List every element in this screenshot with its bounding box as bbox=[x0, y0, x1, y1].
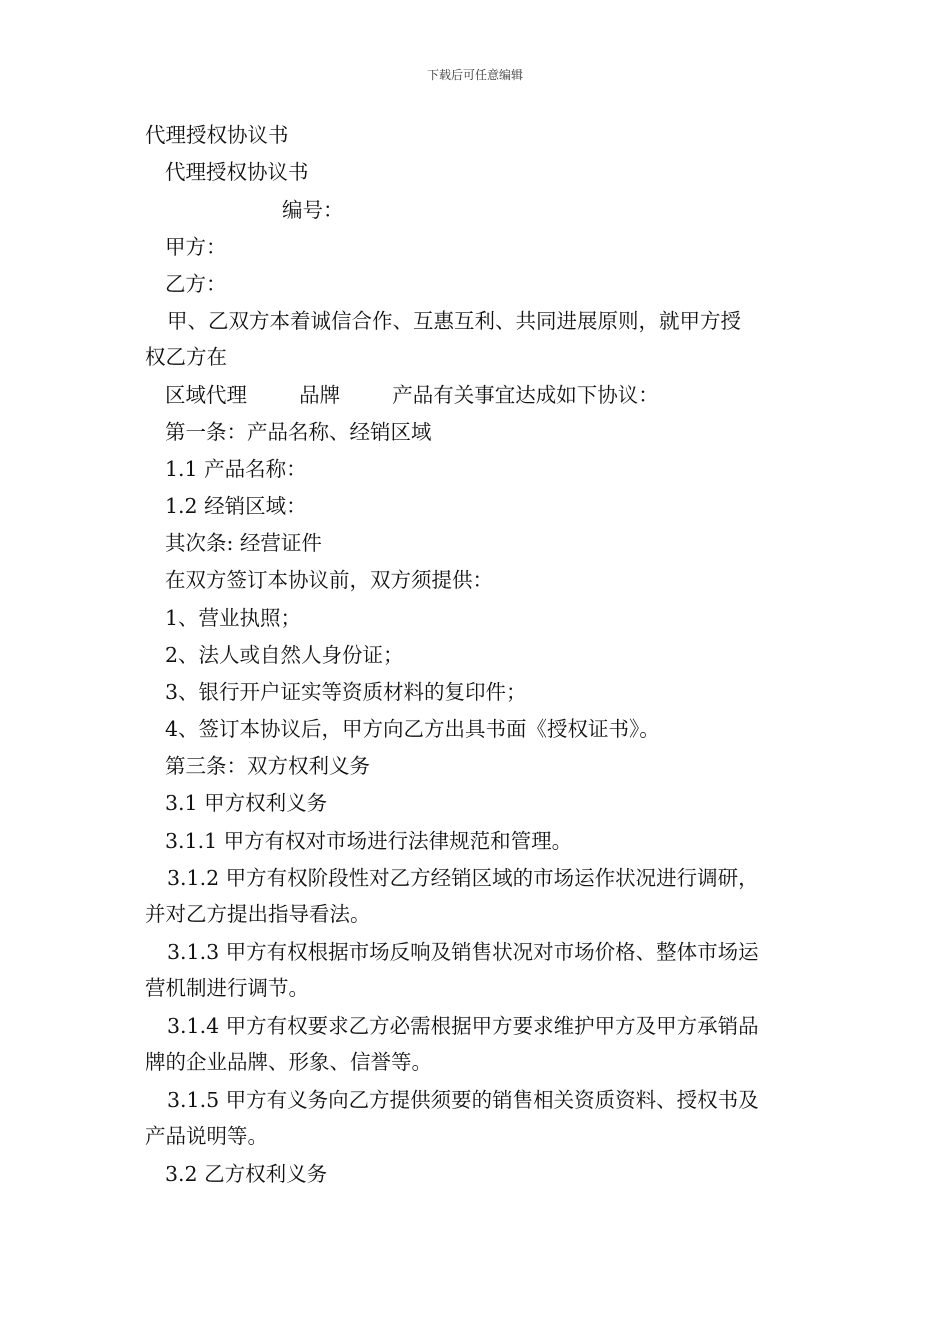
article-3-1-2-line1: 3.1.2 甲方有权阶段性对乙方经销区域的市场运作状况进行调研， bbox=[167, 866, 759, 890]
party-a-label: 甲方： bbox=[165, 235, 227, 259]
article-2-intro: 在双方签订本协议前，双方须提供： bbox=[165, 568, 493, 592]
article-3-1-1: 3.1.1 甲方有权对市场进行法律规范和管理。 bbox=[165, 829, 573, 853]
article-3-2: 3.2 乙方权利义务 bbox=[165, 1162, 328, 1186]
page-header-note: 下载后可任意编辑 bbox=[426, 68, 523, 82]
contract-number-label: 编号： bbox=[282, 198, 344, 222]
article-3-1-4-line1: 3.1.4 甲方有权要求乙方必需根据甲方要求维护甲方及甲方承销品 bbox=[167, 1014, 759, 1038]
intro-paragraph-line3: 区域代理 品牌 产品有关事宜达成如下协议： bbox=[165, 383, 659, 407]
article-3-1-3-line2: 营机制进行调节。 bbox=[145, 976, 309, 1000]
article-2-item-3: 3、银行开户证实等资质材料的复印件； bbox=[165, 680, 527, 704]
document-title: 代理授权协议书 bbox=[145, 123, 289, 147]
article-3-1: 3.1 甲方权利义务 bbox=[165, 791, 328, 815]
article-3-1-3-line1: 3.1.3 甲方有权根据市场反响及销售状况对市场价格、整体市场运 bbox=[167, 940, 759, 964]
article-3-1-5-line1: 3.1.5 甲方有义务向乙方提供须要的销售相关资质资料、授权书及 bbox=[167, 1088, 759, 1112]
article-2-item-2: 2、法人或自然人身份证； bbox=[165, 643, 404, 667]
article-3-1-5-line2: 产品说明等。 bbox=[145, 1124, 268, 1148]
article-2-title: 其次条: 经营证件 bbox=[165, 531, 322, 555]
document-title-indented: 代理授权协议书 bbox=[165, 160, 309, 184]
article-2-item-4: 4、签订本协议后，甲方向乙方出具书面《授权证书》。 bbox=[165, 717, 660, 741]
intro-paragraph-line2: 权乙方在 bbox=[145, 345, 227, 369]
article-2-item-1: 1、营业执照； bbox=[165, 606, 302, 630]
article-1-1: 1.1 产品名称： bbox=[165, 457, 307, 481]
article-1-title: 第一条：产品名称、经销区域 bbox=[165, 420, 432, 444]
party-b-label: 乙方： bbox=[165, 272, 227, 296]
article-3-1-2-line2: 并对乙方提出指导看法。 bbox=[145, 902, 371, 926]
intro-paragraph-line1: 甲、乙双方本着诚信合作、互惠互利、共同进展原则，就甲方授 bbox=[167, 309, 741, 333]
article-3-1-4-line2: 牌的企业品牌、形象、信誉等。 bbox=[145, 1050, 432, 1074]
article-1-2: 1.2 经销区域： bbox=[165, 494, 307, 518]
article-3-title: 第三条：双方权利义务 bbox=[165, 754, 370, 778]
